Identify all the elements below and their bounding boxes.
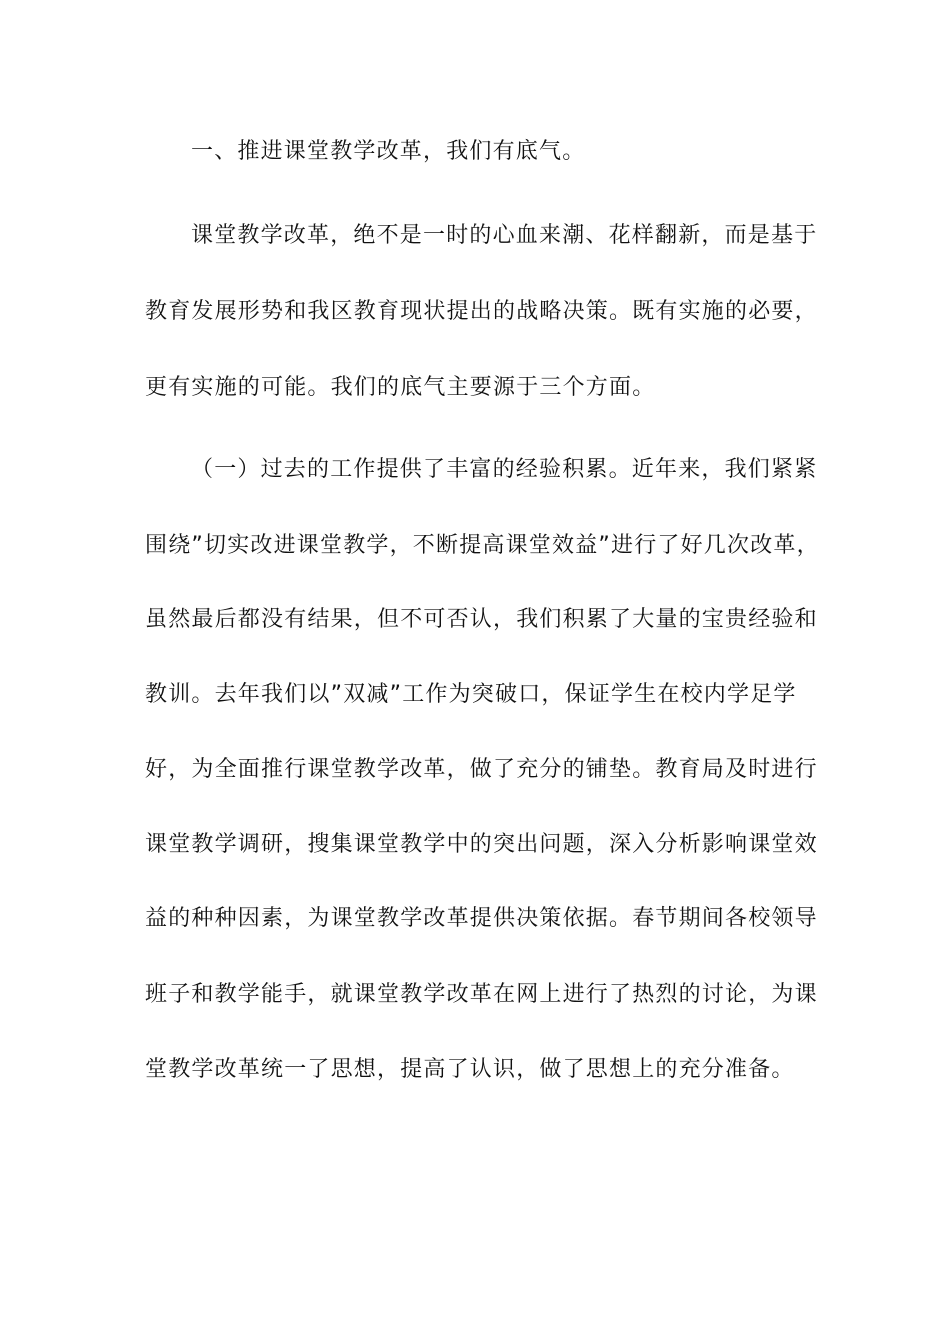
paragraph-line: 课堂教学改革，绝不是一时的心血来潮、花样翻新，而是基于 <box>191 223 818 248</box>
paragraph-line: 围绕”切实改进课堂教学，不断提高课堂效益”进行了好几次改革， <box>145 533 820 558</box>
paragraph-line: 教育发展形势和我区教育现状提出的战略决策。既有实施的必要， <box>145 299 818 324</box>
paragraph-line: （一）过去的工作提供了丰富的经验积累。近年来，我们紧紧 <box>191 457 818 482</box>
paragraph-line: 虽然最后都没有结果，但不可否认，我们积累了大量的宝贵经验和 <box>145 607 818 632</box>
paragraph-line: 课堂教学调研，搜集课堂教学中的突出问题，深入分析影响课堂效 <box>145 832 818 857</box>
section-heading: 一、推进课堂教学改革，我们有底气。 <box>191 139 586 164</box>
paragraph-line: 堂教学改革统一了思想，提高了认识，做了思想上的充分准备。 <box>145 1057 795 1082</box>
paragraph-line: 好，为全面推行课堂教学改革，做了充分的铺垫。教育局及时进行 <box>145 757 818 782</box>
paragraph-line: 教训。去年我们以”双减”工作为突破口，保证学生在校内学足学 <box>145 682 797 707</box>
paragraph-line: 更有实施的可能。我们的底气主要源于三个方面。 <box>145 375 656 400</box>
paragraph-line: 班子和教学能手，就课堂教学改革在网上进行了热烈的讨论，为课 <box>145 982 818 1007</box>
paragraph-line: 益的种种因素，为课堂教学改革提供决策依据。春节期间各校领导 <box>145 906 818 931</box>
